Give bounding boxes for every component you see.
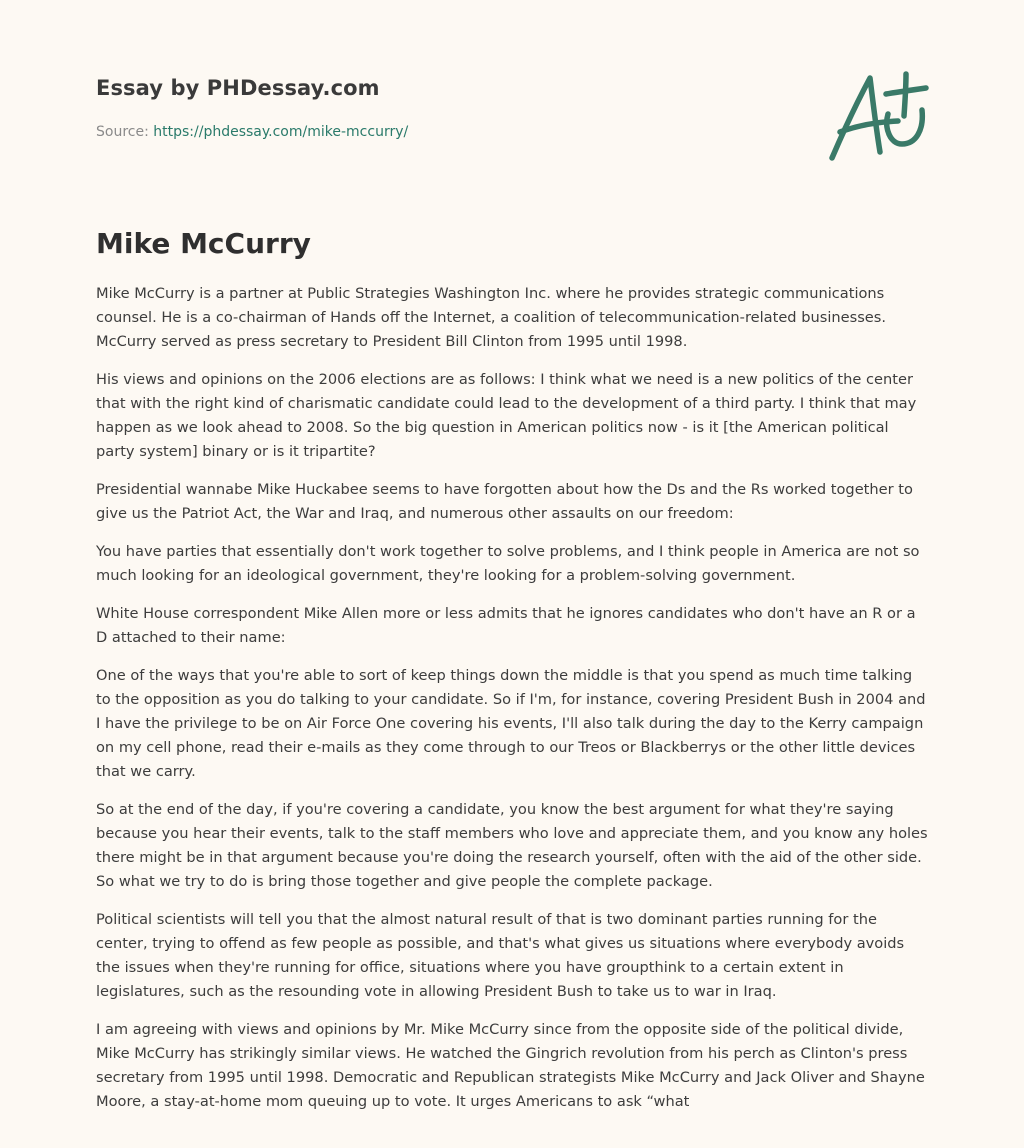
article-body [96, 282, 928, 1114]
paragraph: Presidential wannabe Mike Huckabee seems to have forgotten about how the Ds and the Rs worked together to give us the Patriot Act, the War and Iraq, and numerous other assaults on our freedom: [96, 480, 913, 522]
paragraph: Political scientists will tell you that the almost natural result of that is two dominant parties running for the center, trying to offend as few people as possible, and that's what gives us situations where everybody avoids the issues when they're running for office, situations where you have groupthink to a certain extent in legislatures, such as the resounding vote in allowing President Bush to take us to war in Iraq. [96, 910, 905, 1000]
article-title: Mike McCurry [96, 227, 311, 260]
paragraph: I am agreeing with views and opinions by Mr. Mike McCurry since from the opposite side of the political divide, Mike McCurry has strikingly similar views. He watched the Gingrich revolution from his perch as Clinton's press secretary from 1995 until 1998. Democratic and Republican strategists Mike McCurry and Jack Oliver and Shayne Moore, a stay-at-home mom queuing up to vote. It urges Americans to ask “what [96, 1020, 925, 1110]
site-brand: Essay by PHDessay.com [96, 76, 380, 100]
paragraph: White House correspondent Mike Allen more or less admits that he ignores candidates who don't have an R or a D attached to their name: [96, 604, 916, 646]
paragraph: One of the ways that you're able to sort of keep things down the middle is that you spend as much time talking to the opposition as you do talking to your candidate. So if I'm, for instance, covering President Bush in 2004 and I have the privilege to be on Air Force One covering his events, I'll also talk during the day to the Kerry campaign on my cell phone, read their e-mails as they come through to our Treos or Blackberrys or the other little devices that we carry. [96, 666, 926, 780]
paragraph: So at the end of the day, if you're covering a candidate, you know the best argument for what they're saying because you hear their events, talk to the staff members who love and appreciate them, and you know any holes there might be in that argument because you're doing the research yourself, often with the aid of the other side. So what we try to do is bring those together and give people the complete package. [96, 800, 928, 890]
paragraph: His views and opinions on the 2006 elections are as follows: I think what we need is a new politics of the center that with the right kind of charismatic candidate could lead to the development of a third party. I think that may happen as we look ahead to 2008. So the big question in American politics now - is it [the American political party system] binary or is it tripartite? [96, 370, 917, 460]
source-link[interactable]: https://phdessay.com/mike-mccurry/ [153, 124, 409, 140]
paragraph: You have parties that essentially don't work together to solve problems, and I think people in America are not so much looking for an ideological government, they're looking for a problem-solving government. [96, 542, 920, 584]
source-line [96, 124, 408, 140]
paragraph: Mike McCurry is a partner at Public Strategies Washington Inc. where he provides strategic communications counsel. He is a co-chairman of Hands off the Internet, a coalition of telecommunication-related businesses. McCurry served as press secretary to President Bill Clinton from 1995 until 1998. [96, 284, 887, 350]
source-label: Source: [96, 124, 154, 140]
page-header [96, 0, 928, 206]
a-plus-logo-icon [826, 68, 930, 164]
